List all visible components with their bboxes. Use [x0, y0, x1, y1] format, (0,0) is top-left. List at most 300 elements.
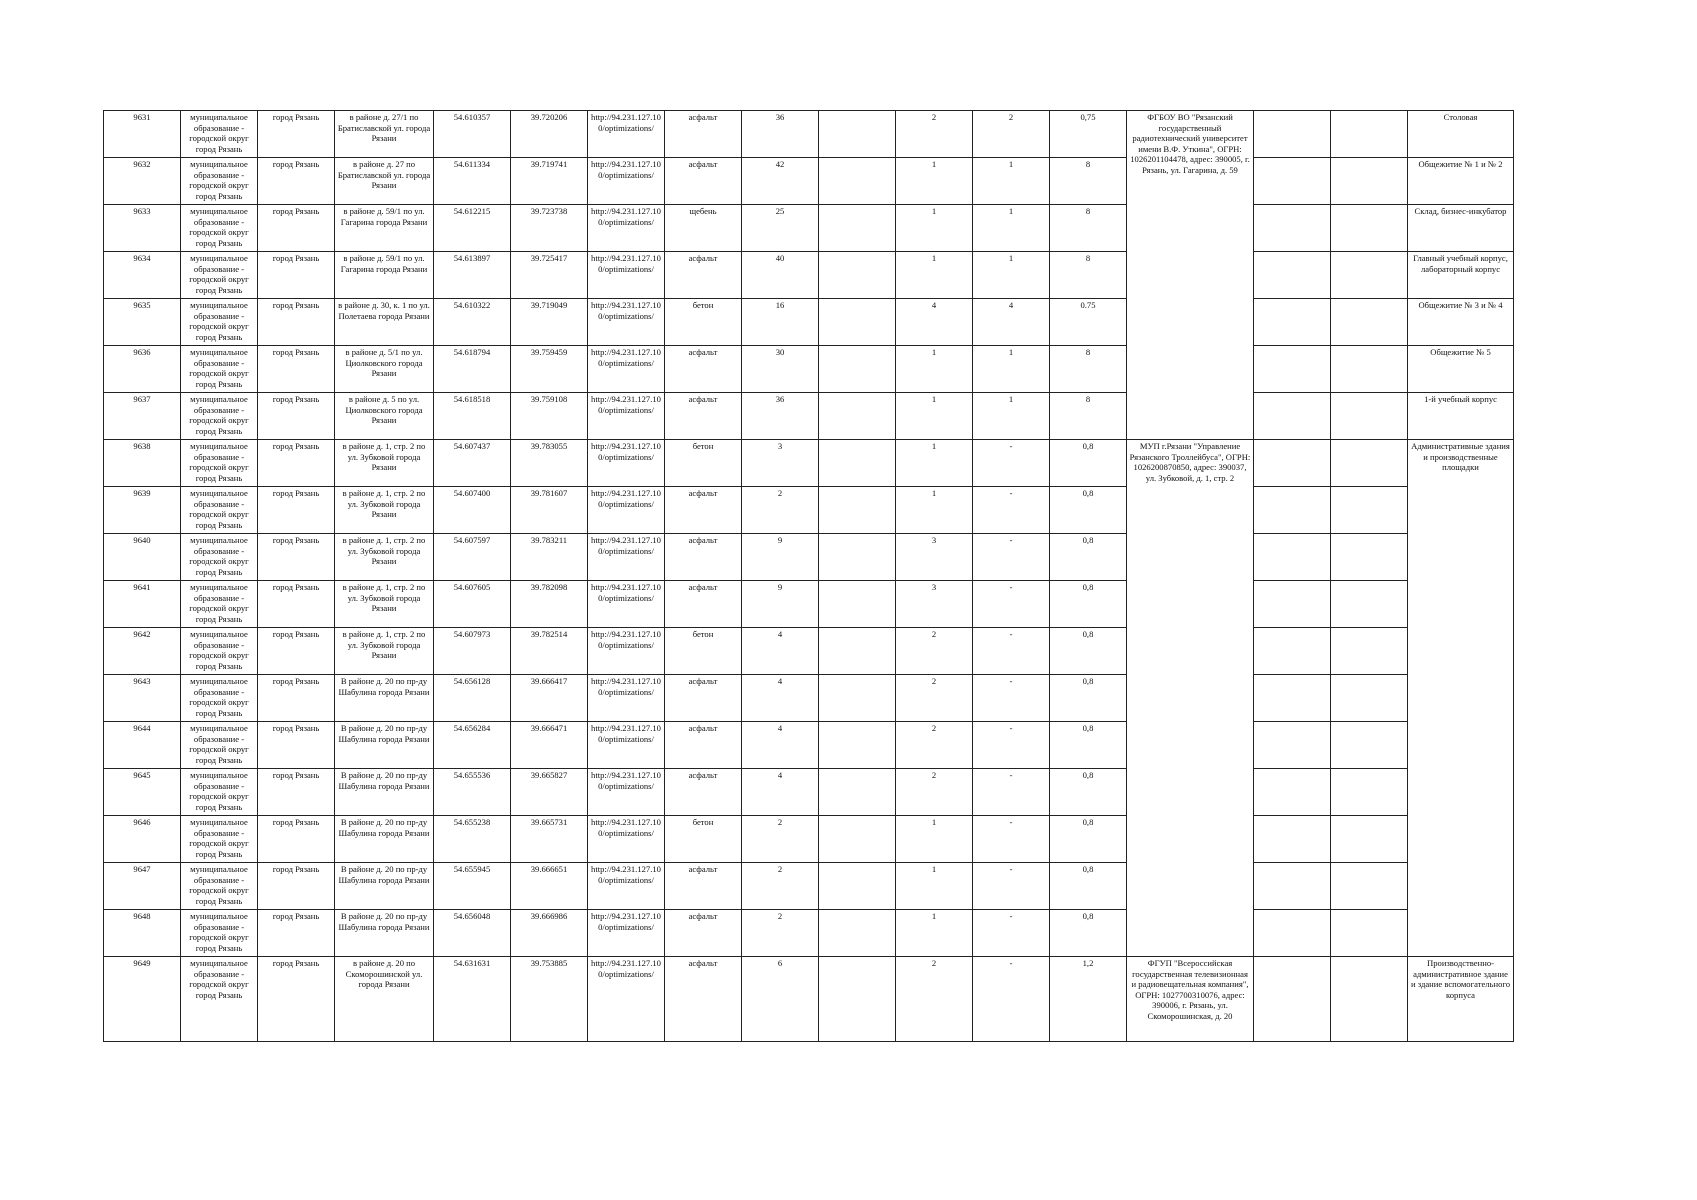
- cell-surface: асфальт: [665, 158, 742, 205]
- cell-url: http://94.231.127.100/optimizations/: [588, 487, 665, 534]
- cell-volume: 0,8: [1050, 816, 1127, 863]
- cell-containers-placed: 1: [973, 346, 1050, 393]
- cell-containers-planned: 2: [896, 957, 973, 1042]
- cell-empty: [819, 910, 896, 957]
- cell-empty: [819, 628, 896, 675]
- cell-city: город Рязань: [258, 581, 335, 628]
- cell-url: http://94.231.127.100/optimizations/: [588, 769, 665, 816]
- cell-url: http://94.231.127.100/optimizations/: [588, 346, 665, 393]
- cell-latitude: 54.656128: [434, 675, 511, 722]
- cell-id: 9644: [104, 722, 181, 769]
- cell-id: 9640: [104, 534, 181, 581]
- cell-volume: 0,8: [1050, 675, 1127, 722]
- cell-id: 9642: [104, 628, 181, 675]
- cell-id: 9633: [104, 205, 181, 252]
- cell-empty: [1254, 722, 1331, 769]
- cell-municipality: муниципальное образование - городской округ город Рязань: [181, 863, 258, 910]
- cell-containers-placed: -: [973, 487, 1050, 534]
- cell-municipality: муниципальное образование - городской округ город Рязань: [181, 910, 258, 957]
- cell-id: 9632: [104, 158, 181, 205]
- table-row: [104, 910, 1514, 957]
- cell-address: В районе д. 20 по пр-ду Шабулина города Рязани: [335, 863, 434, 910]
- cell-longitude: 39.666651: [511, 863, 588, 910]
- cell-area: 4: [742, 769, 819, 816]
- cell-url: http://94.231.127.100/optimizations/: [588, 816, 665, 863]
- cell-surface: асфальт: [665, 487, 742, 534]
- cell-empty: [1331, 205, 1408, 252]
- cell-latitude: 54.610322: [434, 299, 511, 346]
- cell-surface: асфальт: [665, 722, 742, 769]
- cell-containers-planned: 4: [896, 299, 973, 346]
- cell-empty: [819, 393, 896, 440]
- table-row: [104, 299, 1514, 346]
- cell-empty: [1254, 111, 1331, 158]
- cell-city: город Рязань: [258, 158, 335, 205]
- cell-purpose: 1-й учебный корпус: [1408, 393, 1514, 440]
- table-row: [104, 534, 1514, 581]
- cell-purpose: Производственно-административное здание и здание вспомогательного корпуса: [1408, 957, 1514, 1042]
- cell-volume: 0,8: [1050, 534, 1127, 581]
- cell-containers-planned: 1: [896, 158, 973, 205]
- cell-surface: бетон: [665, 628, 742, 675]
- table-row: [104, 346, 1514, 393]
- cell-url: http://94.231.127.100/optimizations/: [588, 957, 665, 1042]
- cell-containers-planned: 1: [896, 252, 973, 299]
- cell-area: 9: [742, 534, 819, 581]
- cell-city: город Рязань: [258, 111, 335, 158]
- cell-city: город Рязань: [258, 722, 335, 769]
- cell-url: http://94.231.127.100/optimizations/: [588, 534, 665, 581]
- cell-latitude: 54.607605: [434, 581, 511, 628]
- cell-area: 2: [742, 863, 819, 910]
- cell-municipality: муниципальное образование - городской округ город Рязань: [181, 158, 258, 205]
- cell-volume: 0,8: [1050, 581, 1127, 628]
- table-row: [104, 393, 1514, 440]
- cell-surface: бетон: [665, 816, 742, 863]
- cell-latitude: 54.607973: [434, 628, 511, 675]
- cell-latitude: 54.613897: [434, 252, 511, 299]
- cell-empty: [1331, 393, 1408, 440]
- cell-volume: 0,8: [1050, 628, 1127, 675]
- cell-address: в районе д. 59/1 по ул. Гагарина города Рязани: [335, 252, 434, 299]
- cell-address: в районе д. 27 по Братиславской ул. города Рязани: [335, 158, 434, 205]
- cell-containers-planned: 2: [896, 111, 973, 158]
- cell-address: в районе д. 20 по Скоморошинской ул. города Рязани: [335, 957, 434, 1042]
- cell-empty: [1331, 628, 1408, 675]
- cell-containers-placed: 1: [973, 158, 1050, 205]
- cell-purpose-trolleybus: Административные здания и производственные площадки: [1408, 440, 1514, 957]
- cell-empty: [1254, 205, 1331, 252]
- registry-table: [103, 110, 1514, 1042]
- cell-containers-placed: -: [973, 534, 1050, 581]
- cell-municipality: муниципальное образование - городской округ город Рязань: [181, 299, 258, 346]
- cell-empty: [1331, 722, 1408, 769]
- cell-containers-planned: 1: [896, 487, 973, 534]
- cell-municipality: муниципальное образование - городской округ город Рязань: [181, 534, 258, 581]
- cell-containers-planned: 1: [896, 393, 973, 440]
- cell-empty: [1331, 252, 1408, 299]
- cell-empty: [819, 440, 896, 487]
- cell-containers-planned: 1: [896, 910, 973, 957]
- table-row: [104, 816, 1514, 863]
- table-row: [104, 487, 1514, 534]
- cell-area: 2: [742, 816, 819, 863]
- cell-purpose: Склад, бизнес-инкубатор: [1408, 205, 1514, 252]
- cell-empty: [1254, 816, 1331, 863]
- cell-id: 9637: [104, 393, 181, 440]
- cell-city: город Рязань: [258, 205, 335, 252]
- cell-id: 9643: [104, 675, 181, 722]
- cell-latitude: 54.612215: [434, 205, 511, 252]
- cell-empty: [1331, 816, 1408, 863]
- cell-empty: [819, 111, 896, 158]
- cell-address: в районе д. 30, к. 1 по ул. Полетаева города Рязани: [335, 299, 434, 346]
- cell-longitude: 39.781607: [511, 487, 588, 534]
- cell-containers-placed: -: [973, 769, 1050, 816]
- cell-city: город Рязань: [258, 252, 335, 299]
- cell-latitude: 54.618794: [434, 346, 511, 393]
- cell-surface: асфальт: [665, 957, 742, 1042]
- cell-empty: [819, 675, 896, 722]
- cell-url: http://94.231.127.100/optimizations/: [588, 863, 665, 910]
- cell-id: 9641: [104, 581, 181, 628]
- cell-area: 4: [742, 628, 819, 675]
- cell-municipality: муниципальное образование - городской округ город Рязань: [181, 487, 258, 534]
- cell-owner-trolleybus: МУП г.Рязани "Управление Рязанского Троллейбуса", ОГРН: 1026200870850, адрес: 390037, ул. Зубковой, д. 1, стр. 2: [1127, 440, 1254, 957]
- cell-latitude: 54.607597: [434, 534, 511, 581]
- cell-purpose: Общежитие № 5: [1408, 346, 1514, 393]
- cell-latitude: 54.631631: [434, 957, 511, 1042]
- cell-longitude: 39.783211: [511, 534, 588, 581]
- cell-owner-vgtrk: ФГУП "Всероссийская государственная телевизионная и радиовещательная компания", ОГРН: 1027700310076, адрес: 390006, г. Рязань, ул. Скоморошинская, д. 20: [1127, 957, 1254, 1042]
- cell-containers-planned: 1: [896, 205, 973, 252]
- cell-volume: 8: [1050, 346, 1127, 393]
- table-row: [104, 205, 1514, 252]
- cell-containers-planned: 1: [896, 816, 973, 863]
- cell-city: город Рязань: [258, 769, 335, 816]
- cell-empty: [1254, 957, 1331, 1042]
- cell-empty: [819, 722, 896, 769]
- cell-volume: 0,8: [1050, 769, 1127, 816]
- cell-address: в районе д. 1, стр. 2 по ул. Зубковой города Рязани: [335, 487, 434, 534]
- cell-empty: [1254, 581, 1331, 628]
- cell-volume: 1,2: [1050, 957, 1127, 1042]
- cell-empty: [819, 158, 896, 205]
- cell-volume: 0,8: [1050, 863, 1127, 910]
- cell-municipality: муниципальное образование - городской округ город Рязань: [181, 769, 258, 816]
- cell-containers-placed: -: [973, 957, 1050, 1042]
- cell-empty: [819, 346, 896, 393]
- cell-address: в районе д. 1, стр. 2 по ул. Зубковой города Рязани: [335, 581, 434, 628]
- cell-owner-university: ФГБОУ ВО "Рязанский государственный радиотехнический университет имени В.Ф. Уткина", ОГРН: 1026201104478, адрес: 390005, г. Рязань, ул. Гагарина, д. 59: [1127, 111, 1254, 440]
- cell-empty: [1331, 910, 1408, 957]
- cell-id: 9649: [104, 957, 181, 1042]
- cell-surface: асфальт: [665, 534, 742, 581]
- cell-latitude: 54.655238: [434, 816, 511, 863]
- cell-containers-placed: 1: [973, 252, 1050, 299]
- cell-municipality: муниципальное образование - городской округ город Рязань: [181, 205, 258, 252]
- cell-city: город Рязань: [258, 863, 335, 910]
- cell-containers-planned: 2: [896, 722, 973, 769]
- cell-empty: [1254, 158, 1331, 205]
- cell-empty: [819, 769, 896, 816]
- cell-url: http://94.231.127.100/optimizations/: [588, 628, 665, 675]
- cell-area: 25: [742, 205, 819, 252]
- cell-volume: 0,8: [1050, 722, 1127, 769]
- cell-empty: [819, 299, 896, 346]
- cell-empty: [1331, 158, 1408, 205]
- cell-purpose: Общежитие № 3 и № 4: [1408, 299, 1514, 346]
- cell-city: город Рязань: [258, 675, 335, 722]
- cell-longitude: 39.782514: [511, 628, 588, 675]
- cell-municipality: муниципальное образование - городской округ город Рязань: [181, 957, 258, 1042]
- cell-url: http://94.231.127.100/optimizations/: [588, 393, 665, 440]
- cell-empty: [1254, 487, 1331, 534]
- cell-longitude: 39.666417: [511, 675, 588, 722]
- cell-surface: асфальт: [665, 346, 742, 393]
- cell-city: город Рязань: [258, 440, 335, 487]
- cell-empty: [1254, 299, 1331, 346]
- cell-longitude: 39.759108: [511, 393, 588, 440]
- cell-containers-placed: 1: [973, 205, 1050, 252]
- cell-latitude: 54.611334: [434, 158, 511, 205]
- cell-surface: асфальт: [665, 111, 742, 158]
- cell-empty: [819, 863, 896, 910]
- cell-id: 9636: [104, 346, 181, 393]
- cell-empty: [819, 252, 896, 299]
- cell-id: 9639: [104, 487, 181, 534]
- cell-area: 42: [742, 158, 819, 205]
- cell-empty: [1254, 346, 1331, 393]
- cell-empty: [1331, 111, 1408, 158]
- cell-containers-planned: 3: [896, 581, 973, 628]
- cell-id: 9638: [104, 440, 181, 487]
- cell-surface: асфальт: [665, 675, 742, 722]
- cell-containers-placed: -: [973, 581, 1050, 628]
- cell-containers-planned: 3: [896, 534, 973, 581]
- table-row: [104, 675, 1514, 722]
- cell-url: http://94.231.127.100/optimizations/: [588, 205, 665, 252]
- cell-municipality: муниципальное образование - городской округ город Рязань: [181, 440, 258, 487]
- cell-empty: [819, 581, 896, 628]
- cell-id: 9634: [104, 252, 181, 299]
- cell-latitude: 54.607437: [434, 440, 511, 487]
- cell-municipality: муниципальное образование - городской округ город Рязань: [181, 346, 258, 393]
- cell-surface: бетон: [665, 440, 742, 487]
- cell-city: город Рязань: [258, 534, 335, 581]
- cell-area: 16: [742, 299, 819, 346]
- cell-url: http://94.231.127.100/optimizations/: [588, 111, 665, 158]
- cell-municipality: муниципальное образование - городской округ город Рязань: [181, 816, 258, 863]
- cell-address: В районе д. 20 по пр-ду Шабулина города Рязани: [335, 722, 434, 769]
- table-row: [104, 863, 1514, 910]
- cell-containers-placed: -: [973, 675, 1050, 722]
- cell-empty: [819, 534, 896, 581]
- cell-volume: 0,8: [1050, 440, 1127, 487]
- cell-empty: [1331, 440, 1408, 487]
- cell-empty: [819, 816, 896, 863]
- cell-id: 9635: [104, 299, 181, 346]
- cell-longitude: 39.665827: [511, 769, 588, 816]
- cell-volume: 0,75: [1050, 111, 1127, 158]
- cell-containers-placed: -: [973, 440, 1050, 487]
- cell-area: 30: [742, 346, 819, 393]
- cell-area: 36: [742, 111, 819, 158]
- table-row: [104, 581, 1514, 628]
- cell-city: город Рязань: [258, 910, 335, 957]
- cell-containers-placed: 2: [973, 111, 1050, 158]
- table-row: [104, 252, 1514, 299]
- cell-latitude: 54.607400: [434, 487, 511, 534]
- cell-city: город Рязань: [258, 487, 335, 534]
- cell-surface: асфальт: [665, 393, 742, 440]
- cell-volume: 8: [1050, 158, 1127, 205]
- cell-municipality: муниципальное образование - городской округ город Рязань: [181, 581, 258, 628]
- cell-empty: [1331, 863, 1408, 910]
- cell-address: в районе д. 5 по ул. Циолковского города Рязани: [335, 393, 434, 440]
- cell-empty: [1254, 910, 1331, 957]
- cell-municipality: муниципальное образование - городской округ город Рязань: [181, 111, 258, 158]
- table-row: [104, 957, 1514, 1042]
- cell-empty: [1254, 863, 1331, 910]
- cell-empty: [819, 957, 896, 1042]
- cell-id: 9648: [104, 910, 181, 957]
- registry-table-body: [104, 111, 1514, 1042]
- cell-surface: асфальт: [665, 252, 742, 299]
- cell-id: 9631: [104, 111, 181, 158]
- cell-address: В районе д. 20 по пр-ду Шабулина города Рязани: [335, 769, 434, 816]
- cell-containers-planned: 2: [896, 769, 973, 816]
- cell-address: в районе д. 59/1 по ул. Гагарина города Рязани: [335, 205, 434, 252]
- cell-city: город Рязань: [258, 816, 335, 863]
- cell-longitude: 39.665731: [511, 816, 588, 863]
- cell-surface: асфальт: [665, 863, 742, 910]
- cell-url: http://94.231.127.100/optimizations/: [588, 722, 665, 769]
- cell-longitude: 39.666986: [511, 910, 588, 957]
- cell-city: город Рязань: [258, 346, 335, 393]
- cell-id: 9647: [104, 863, 181, 910]
- cell-volume: 8: [1050, 205, 1127, 252]
- cell-surface: асфальт: [665, 581, 742, 628]
- cell-url: http://94.231.127.100/optimizations/: [588, 252, 665, 299]
- cell-city: город Рязань: [258, 299, 335, 346]
- cell-surface: щебень: [665, 205, 742, 252]
- cell-address: в районе д. 1, стр. 2 по ул. Зубковой города Рязани: [335, 534, 434, 581]
- cell-volume: 0.75: [1050, 299, 1127, 346]
- table-row: [104, 440, 1514, 487]
- cell-longitude: 39.759459: [511, 346, 588, 393]
- cell-surface: асфальт: [665, 769, 742, 816]
- cell-area: 36: [742, 393, 819, 440]
- cell-containers-placed: -: [973, 722, 1050, 769]
- cell-longitude: 39.666471: [511, 722, 588, 769]
- cell-area: 3: [742, 440, 819, 487]
- cell-municipality: муниципальное образование - городской округ город Рязань: [181, 628, 258, 675]
- cell-city: город Рязань: [258, 957, 335, 1042]
- cell-longitude: 39.783055: [511, 440, 588, 487]
- cell-area: 4: [742, 675, 819, 722]
- cell-url: http://94.231.127.100/optimizations/: [588, 440, 665, 487]
- cell-empty: [1254, 440, 1331, 487]
- cell-area: 2: [742, 487, 819, 534]
- table-row: [104, 628, 1514, 675]
- cell-latitude: 54.656284: [434, 722, 511, 769]
- cell-latitude: 54.655945: [434, 863, 511, 910]
- cell-empty: [1331, 581, 1408, 628]
- cell-url: http://94.231.127.100/optimizations/: [588, 158, 665, 205]
- cell-purpose: Главный учебный корпус, лабораторный корпус: [1408, 252, 1514, 299]
- cell-containers-placed: 1: [973, 393, 1050, 440]
- cell-volume: 0,8: [1050, 910, 1127, 957]
- cell-latitude: 54.655536: [434, 769, 511, 816]
- cell-url: http://94.231.127.100/optimizations/: [588, 910, 665, 957]
- cell-area: 4: [742, 722, 819, 769]
- cell-containers-planned: 1: [896, 863, 973, 910]
- cell-area: 40: [742, 252, 819, 299]
- cell-address: В районе д. 20 по пр-ду Шабулина города Рязани: [335, 675, 434, 722]
- cell-empty: [1254, 534, 1331, 581]
- cell-longitude: 39.725417: [511, 252, 588, 299]
- cell-longitude: 39.753885: [511, 957, 588, 1042]
- cell-address: в районе д. 5/1 по ул. Циолковского города Рязани: [335, 346, 434, 393]
- cell-empty: [819, 205, 896, 252]
- cell-longitude: 39.782098: [511, 581, 588, 628]
- cell-municipality: муниципальное образование - городской округ город Рязань: [181, 722, 258, 769]
- cell-empty: [1331, 534, 1408, 581]
- cell-area: 2: [742, 910, 819, 957]
- cell-purpose: Общежитие № 1 и № 2: [1408, 158, 1514, 205]
- cell-empty: [819, 487, 896, 534]
- cell-city: город Рязань: [258, 393, 335, 440]
- cell-address: В районе д. 20 по пр-ду Шабулина города Рязани: [335, 910, 434, 957]
- cell-containers-planned: 1: [896, 440, 973, 487]
- cell-latitude: 54.656048: [434, 910, 511, 957]
- cell-longitude: 39.719049: [511, 299, 588, 346]
- cell-surface: бетон: [665, 299, 742, 346]
- cell-latitude: 54.610357: [434, 111, 511, 158]
- cell-containers-placed: 4: [973, 299, 1050, 346]
- cell-longitude: 39.723738: [511, 205, 588, 252]
- cell-municipality: муниципальное образование - городской округ город Рязань: [181, 393, 258, 440]
- cell-id: 9646: [104, 816, 181, 863]
- cell-latitude: 54.618518: [434, 393, 511, 440]
- cell-municipality: муниципальное образование - городской округ город Рязань: [181, 675, 258, 722]
- cell-purpose: Столовая: [1408, 111, 1514, 158]
- cell-longitude: 39.720206: [511, 111, 588, 158]
- cell-surface: асфальт: [665, 910, 742, 957]
- cell-city: город Рязань: [258, 628, 335, 675]
- cell-containers-planned: 1: [896, 346, 973, 393]
- cell-containers-planned: 2: [896, 628, 973, 675]
- cell-address: В районе д. 20 по пр-ду Шабулина города Рязани: [335, 816, 434, 863]
- cell-empty: [1254, 393, 1331, 440]
- cell-url: http://94.231.127.100/optimizations/: [588, 581, 665, 628]
- cell-empty: [1331, 957, 1408, 1042]
- cell-area: 9: [742, 581, 819, 628]
- cell-empty: [1331, 487, 1408, 534]
- cell-containers-placed: -: [973, 910, 1050, 957]
- cell-url: http://94.231.127.100/optimizations/: [588, 675, 665, 722]
- cell-volume: 0,8: [1050, 487, 1127, 534]
- cell-longitude: 39.719741: [511, 158, 588, 205]
- cell-empty: [1254, 769, 1331, 816]
- cell-url: http://94.231.127.100/optimizations/: [588, 299, 665, 346]
- cell-municipality: муниципальное образование - городской округ город Рязань: [181, 252, 258, 299]
- cell-empty: [1331, 675, 1408, 722]
- cell-empty: [1331, 769, 1408, 816]
- table-row: [104, 769, 1514, 816]
- cell-address: в районе д. 27/1 по Братиславской ул. города Рязани: [335, 111, 434, 158]
